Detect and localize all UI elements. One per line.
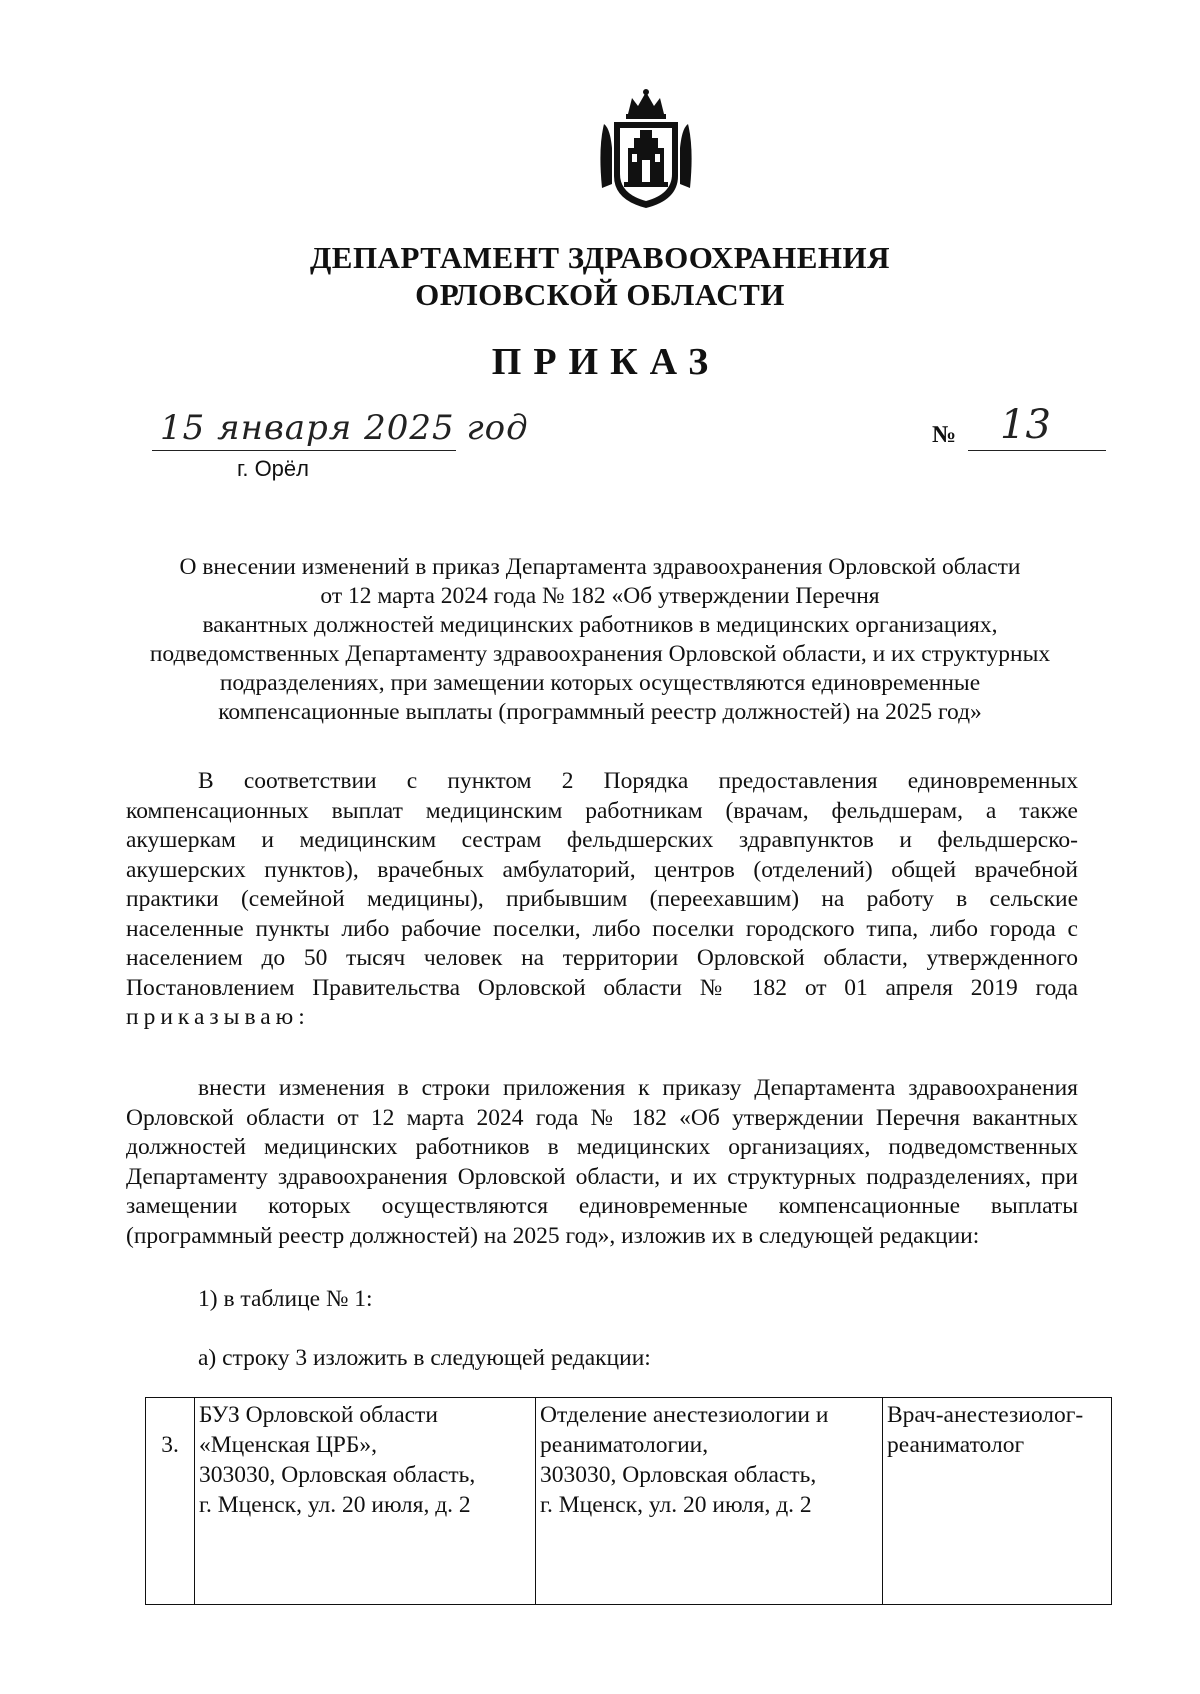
number-underline <box>968 450 1106 451</box>
number-label: № <box>932 422 957 448</box>
preamble-paragraph <box>126 767 1078 1033</box>
row-number-cell: 3. <box>146 1398 195 1605</box>
date-underline <box>152 450 456 451</box>
subject-line: от 12 марта 2024 года № 182 «Об утверждении Перечня <box>320 583 880 609</box>
department-cell <box>536 1398 883 1605</box>
preamble-line: Постановлением Правительства Орловской области № 182 от 01 апреля 2019 года <box>126 974 1078 1001</box>
position-line: реаниматолог <box>887 1432 1025 1458</box>
amendment-table <box>145 1397 1112 1605</box>
department-name-line2: ОРЛОВСКОЙ ОБЛАСТИ <box>415 277 785 312</box>
department-line: реаниматологии, <box>540 1432 709 1458</box>
item-1-text: 1) в таблице № 1: <box>198 1286 373 1312</box>
city-label: г. Орёл <box>237 456 309 481</box>
item-a-text: а) строку 3 изложить в следующей редакции: <box>198 1345 651 1371</box>
subject-line: подразделениях, при замещении которых осуществляются единовременные <box>219 670 981 696</box>
order-line: (программный реестр должностей) на 2025 год», изложив их в следующей редакции: <box>126 1222 980 1249</box>
department-line: г. Мценск, ул. 20 июля, д. 2 <box>540 1492 812 1518</box>
preamble-line: населением до 50 тысяч человек на территории Орловской области, утвержденного <box>126 945 1078 971</box>
subject-line: подведомственных Департаменту здравоохранения Орловской области, и их структурных <box>149 641 1051 667</box>
organization-line: г. Мценск, ул. 20 июля, д. 2 <box>199 1492 471 1518</box>
position-line: Врач-анестезиолог- <box>887 1402 1084 1428</box>
department-line: Отделение анестезиологии и <box>540 1402 829 1428</box>
position-cell <box>883 1398 1112 1605</box>
coat-of-arms-emblem <box>598 88 694 212</box>
subject-line: компенсационные выплаты (программный реестр должностей) на 2025 год» <box>218 699 982 725</box>
preamble-line: компенсационных выплат медицинским работникам (врачам, фельдшерам, а также <box>126 797 1078 824</box>
subject-line: О внесении изменений в приказ Департамента здравоохранения Орловской области <box>179 554 1021 580</box>
organization-line: БУЗ Орловской области <box>199 1402 438 1428</box>
department-name-line1: ДЕПАРТАМЕНТ ЗДРАВООХРАНЕНИЯ <box>309 240 891 275</box>
handwritten-number: 13 <box>1000 402 1051 448</box>
preamble-line: практики (семейной медицины), прибывшим (переехавшим) на работу в сельские <box>126 886 1078 912</box>
order-line: замещении которых осуществляются единовременные компенсационные выплаты <box>126 1193 1078 1219</box>
department-line: 303030, Орловская область, <box>540 1462 817 1488</box>
preamble-line: акушеркам и медицинским сестрам фельдшерских здравпунктов и фельдшерско- <box>126 827 1078 853</box>
order-paragraph <box>126 1074 1078 1251</box>
organization-cell <box>195 1398 536 1605</box>
subject-line: вакантных должностей медицинских работников в медицинских организациях, <box>202 612 998 638</box>
order-line: Орловской области от 12 марта 2024 года № 182 «Об утверждении Перечня вакантных <box>126 1104 1078 1131</box>
preamble-line: В соответствии с пунктом 2 Порядка предоставления единовременных <box>198 768 1078 794</box>
organization-line: 303030, Орловская область, <box>199 1462 476 1488</box>
order-line: Департаменту здравоохранения Орловской области, и их структурных подразделениях, при <box>126 1163 1078 1190</box>
organization-line: «Мценская ЦРБ», <box>199 1432 377 1458</box>
preamble-line: акушерских пунктов), врачебных амбулаторий, центров (отделений) общей врачебной <box>126 856 1078 883</box>
order-subject <box>120 553 1080 727</box>
order-line: внести изменения в строки приложения к приказу Департамента здравоохранения <box>198 1075 1078 1101</box>
document-type-title: ПРИКАЗ <box>491 341 721 383</box>
handwritten-date: 15 января 2025 год <box>160 408 529 448</box>
order-word: приказываю: <box>126 1004 310 1030</box>
order-line: должностей медицинских работников в медицинских организациях, подведомственных <box>126 1134 1078 1160</box>
table-row <box>146 1398 1112 1605</box>
preamble-line: населенные пункты либо рабочие поселки, либо поселки городского типа, либо города с <box>126 915 1078 942</box>
